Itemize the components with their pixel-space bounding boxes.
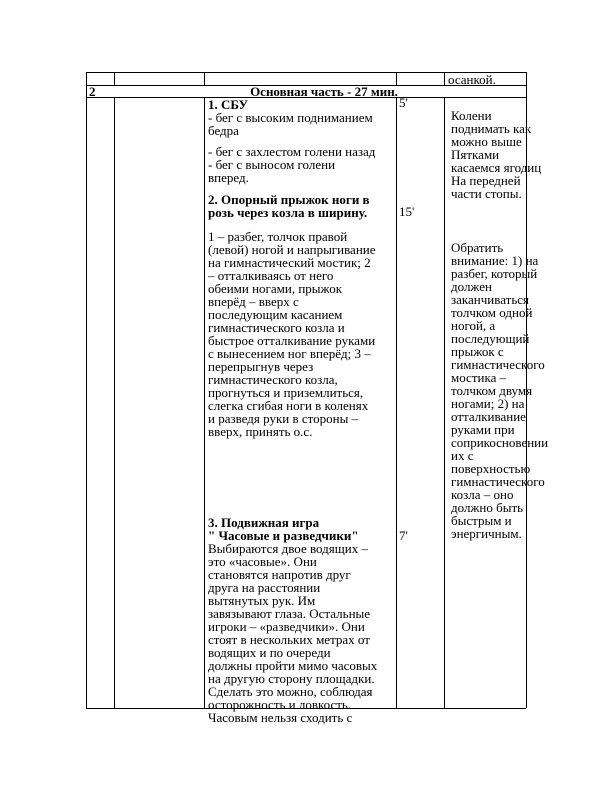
col-divider-3 <box>396 97 397 708</box>
exercise-2-notes: Обратить внимание: 1) на разбег, который должен заканчиваться толчком одной ногой, а последующий прыжок с гимнастического мостика – толчком двумя ногами; 2) на отталкивание руками при соприкосновении их с поверхностью гимнастического козла – оно должно быть быстрым и энергичным. <box>451 240 549 541</box>
exercise-1-text-b: - бег с захлестом голени назад - бег с выносом голени вперед. <box>208 144 376 185</box>
col-divider-4-top <box>444 72 445 85</box>
exercise-1-title: 1. СБУ <box>208 97 249 112</box>
exercise-1-text-a: - бег с высоким подниманием бедра <box>208 110 373 138</box>
exercise-1-time: 5' <box>399 95 408 110</box>
exercise-3-time: 7' <box>399 528 408 543</box>
exercise-3-title: 3. Подвижная игра " Часовые и разведчики" <box>208 515 359 543</box>
exercise-2-text: 1 – разбег, толчок правой (левой) ногой и напрыгивание на гимнастический мостик; 2 – отталкиваясь от него обеими ногами, прыжок вперёд – вверх с последующим касанием гимнастического козла и быстрое отталкивание руками с вынесением ног вперёд; 3 – перепрыгнув через гимнастического козла, прогнуться и приземлиться, слегка сгибая ноги в коленях и разведя руки в стороны – вверх, принять о.с. <box>208 229 376 439</box>
exercise-2-time: 15' <box>399 204 415 219</box>
col-divider-2-top <box>204 72 205 85</box>
section-number: 2 <box>89 84 96 99</box>
col-divider-4 <box>444 97 445 708</box>
col-divider-2 <box>204 97 205 708</box>
exercise-1-notes: Колени поднимать как можно выше Пятками касаемся ягодиц На передней части стопы. <box>451 108 542 201</box>
exercise-2-title: 2. Опорный прыжок ноги в розь через козла в ширину. <box>208 192 370 220</box>
section-title: Основная часть - 27 мин. <box>250 84 398 99</box>
exercise-3-text: Выбираются двое водящих – это «часовые». Они становятся напротив друг друга на расстоянии вытянутых рук. Им завязывают глаза. Остальные игроки – «разведчики». Они стоят в нескольких метрах от водящих и по очереди должны пройти мимо часовых на другую сторону площадки. Сделать это можно, соблюдая осторожность и ловкость. Часовым нельзя сходить с <box>208 541 378 725</box>
col-divider-1-top <box>114 72 115 85</box>
col-divider-1 <box>114 97 115 708</box>
top-row-notes: осанкой. <box>448 72 496 87</box>
table-left-border <box>86 72 87 708</box>
